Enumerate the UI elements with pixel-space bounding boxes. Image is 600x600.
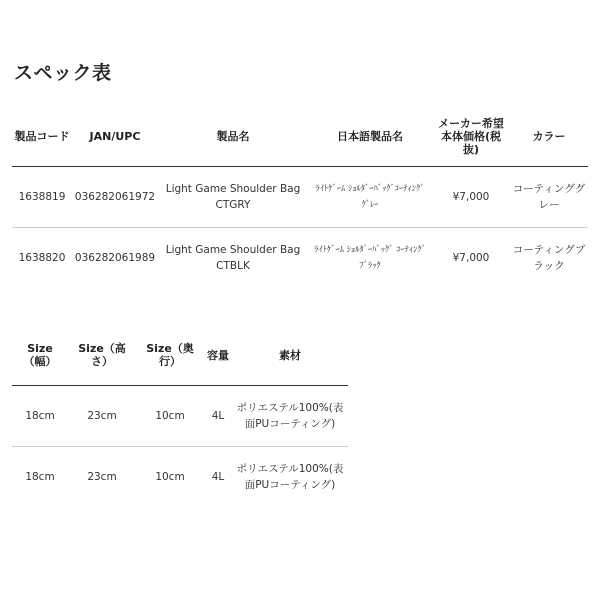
header-japanese-name: 日本語製品名 [308, 106, 432, 167]
size-depth: 10cm [155, 471, 185, 483]
size-width: 18cm [12, 386, 68, 447]
product-name: Light Game Shoulder Bag CTBLK [165, 244, 301, 272]
table-row [12, 167, 588, 228]
product-code: 1638819 [12, 167, 72, 228]
size-depth: 10cm [136, 386, 204, 447]
color: コーティングブラック [512, 244, 586, 272]
page-title: スペック表 [14, 62, 112, 84]
header-price: メーカー希望本体価格(税抜) [432, 106, 510, 167]
header-size-height: Size（高さ） [68, 325, 136, 386]
spec-table [12, 106, 588, 288]
header-capacity: 容量 [204, 325, 232, 386]
size-height: 23cm [68, 386, 136, 447]
japanese-product-name: ﾗｲﾄｹﾞｰﾑ ｼｮﾙﾀﾞｰﾊﾞｯｸﾞ ｺｰﾃｨﾝｸﾞﾌﾞﾗｯｸ [314, 245, 426, 271]
material: ポリエステル100%(表面PUコーティング) [236, 463, 344, 491]
jan-code: 036282061989 [74, 252, 156, 264]
header-size-depth: Size（奥行） [136, 325, 204, 386]
header-jan-upc: JAN/UPC [72, 106, 158, 167]
product-code: 1638820 [18, 252, 66, 264]
japanese-product-name: ﾗｲﾄｹﾞｰﾑ ｼｮﾙﾀﾞｰﾊﾞｯｸﾞｺｰﾃｨﾝｸﾞ ｸﾞﾚｰ [308, 167, 432, 228]
capacity: 4L [211, 471, 225, 483]
material: ポリエステル100%(表面PUコーティング) [232, 386, 348, 447]
jan-code: 036282061972 [72, 167, 158, 228]
capacity: 4L [204, 386, 232, 447]
header-color: カラー [510, 106, 588, 167]
color: コーティンググレー [510, 167, 588, 228]
table-row [12, 447, 348, 508]
spec-table-header-row [12, 106, 588, 167]
size-table-header-row [12, 325, 348, 386]
price: ¥7,000 [432, 167, 510, 228]
size-height: 23cm [87, 471, 117, 483]
header-material: 素材 [232, 325, 348, 386]
table-row [12, 386, 348, 447]
size-table [12, 325, 348, 507]
price: ¥7,000 [452, 252, 490, 264]
product-name: Light Game Shoulder Bag CTGRY [158, 167, 308, 228]
header-product-code: 製品コード [12, 106, 72, 167]
table-row [12, 228, 588, 289]
size-width: 18cm [25, 471, 55, 483]
header-product-name: 製品名 [158, 106, 308, 167]
header-size-width: Size（幅） [12, 325, 68, 386]
